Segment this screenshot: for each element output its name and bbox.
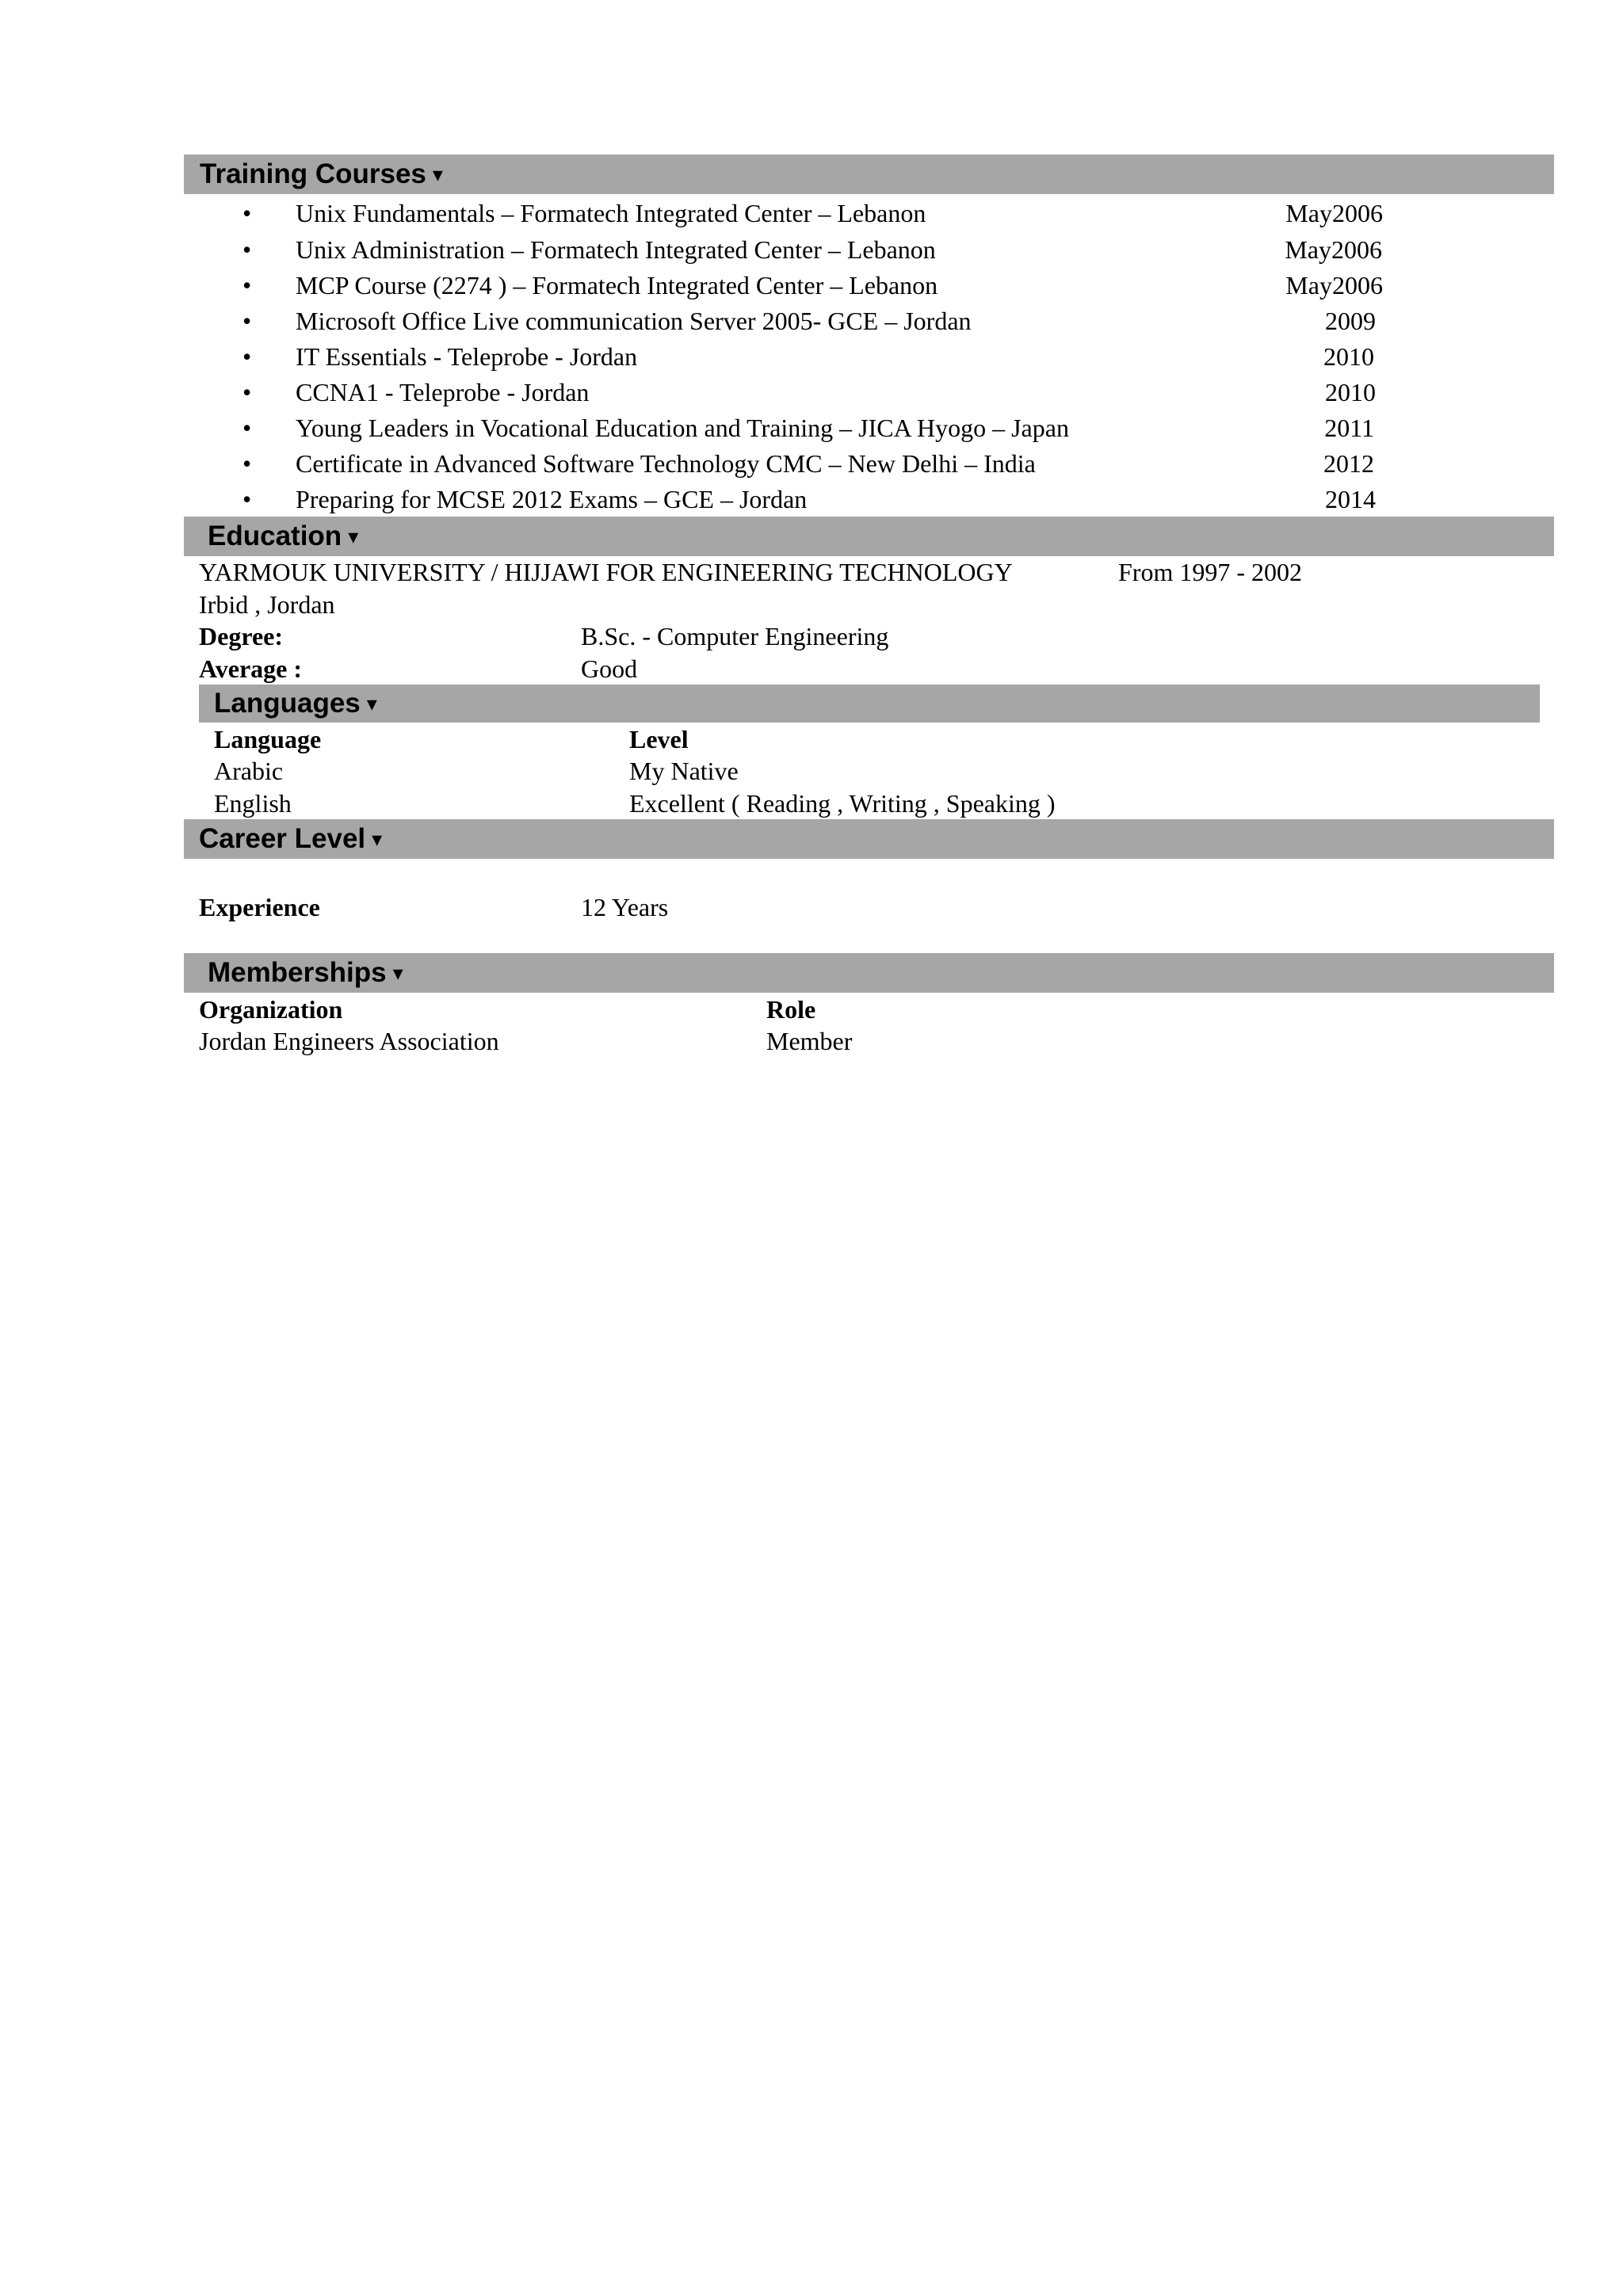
caret-down-icon: ▾ (348, 524, 359, 548)
bullet-icon: • (242, 449, 252, 478)
languages-column-language: Language (214, 725, 322, 753)
education-title-wrap (208, 520, 358, 555)
education-period: From 1997 - 2002 (1118, 558, 1302, 586)
degree-value: B.Sc. - Computer Engineering (581, 622, 889, 650)
course-date: 2010 (1325, 378, 1376, 406)
experience-value: 12 Years (581, 893, 669, 921)
course-title: MCP Course (2274 ) – Formatech Integrated Center – Lebanon (296, 271, 938, 299)
language-level: My Native (629, 757, 739, 785)
experience-label: Experience (199, 893, 320, 921)
career-level-title-wrap (199, 822, 382, 857)
course-title: Preparing for MCSE 2012 Exams – GCE – Jordan (296, 485, 808, 513)
course-title: IT Essentials - Teleprobe - Jordan (296, 342, 638, 371)
language-name: Arabic (214, 757, 284, 785)
course-date: May2006 (1285, 199, 1383, 227)
membership-role: Member (766, 1027, 853, 1055)
memberships-title: Memberships (208, 957, 387, 988)
caret-down-icon: ▾ (432, 162, 443, 186)
degree-label: Degree: (199, 622, 283, 650)
course-date: 2009 (1325, 307, 1376, 335)
caret-down-icon: ▾ (392, 961, 403, 985)
average-label: Average : (199, 654, 302, 683)
average-value: Good (581, 654, 638, 683)
course-date: 2010 (1323, 342, 1374, 371)
course-title: Microsoft Office Live communication Server 2005- GCE – Jordan (296, 307, 972, 335)
career-level-header (184, 819, 1554, 859)
course-date: 2012 (1323, 449, 1374, 478)
bullet-icon: • (242, 342, 252, 371)
memberships-title-wrap (208, 956, 403, 991)
course-title: Unix Administration – Formatech Integrated Center – Lebanon (296, 235, 936, 264)
language-name: English (214, 789, 292, 818)
training-courses-title-wrap (200, 158, 443, 193)
memberships-column-role: Role (766, 995, 816, 1024)
career-level-title: Career Level (199, 823, 366, 854)
bullet-icon: • (242, 235, 252, 264)
education-location: Irbid , Jordan (199, 590, 335, 619)
course-title: Certificate in Advanced Software Technology CMC – New Delhi – India (296, 449, 1036, 478)
caret-down-icon: ▾ (372, 827, 383, 851)
bullet-icon: • (242, 307, 252, 335)
language-level: Excellent ( Reading , Writing , Speaking ) (629, 789, 1056, 818)
bullet-icon: • (242, 414, 252, 442)
course-date: May2006 (1285, 235, 1382, 264)
course-date: 2011 (1324, 414, 1374, 442)
languages-column-level: Level (629, 725, 689, 753)
course-date: May2006 (1285, 271, 1383, 299)
languages-header (199, 685, 1540, 723)
languages-title-wrap (214, 687, 377, 722)
memberships-column-organization: Organization (199, 995, 343, 1024)
bullet-icon: • (242, 378, 252, 406)
course-title: Unix Fundamentals – Formatech Integrated Center – Lebanon (296, 199, 926, 227)
bullet-icon: • (242, 271, 252, 299)
education-title: Education (208, 521, 342, 551)
training-courses-header (184, 154, 1554, 194)
membership-organization: Jordan Engineers Association (199, 1027, 499, 1055)
caret-down-icon: ▾ (366, 692, 377, 715)
course-title: CCNA1 - Teleprobe - Jordan (296, 378, 590, 406)
training-courses-title: Training Courses (200, 158, 426, 189)
course-date: 2014 (1325, 485, 1376, 513)
bullet-icon: • (242, 485, 252, 513)
memberships-header (184, 953, 1554, 993)
education-header (184, 517, 1554, 556)
bullet-icon: • (242, 199, 252, 227)
languages-title: Languages (214, 688, 361, 719)
course-title: Young Leaders in Vocational Education and Training – JICA Hyogo – Japan (296, 414, 1069, 442)
education-institution: YARMOUK UNIVERSITY / HIJJAWI FOR ENGINEERING TECHNOLOGY (199, 558, 1013, 586)
